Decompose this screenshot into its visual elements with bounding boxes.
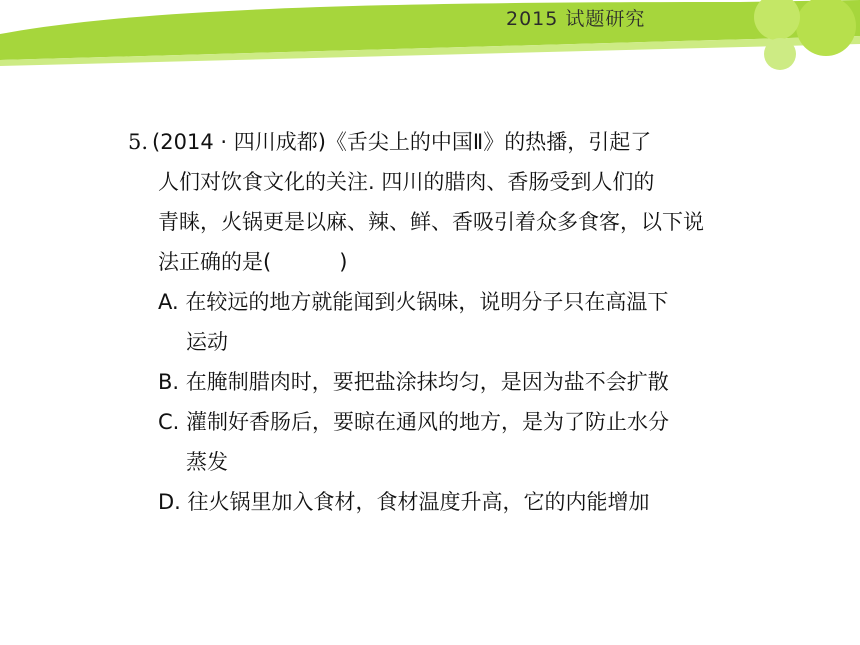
question-stem-line-1 xyxy=(128,122,740,162)
question-number: 5. xyxy=(128,130,149,154)
header-banner xyxy=(0,0,860,80)
answer-blank[interactable] xyxy=(271,242,339,282)
question-block xyxy=(128,122,740,522)
decor-circle-small xyxy=(764,38,796,70)
question-stem-line-4 xyxy=(128,242,740,282)
option-c: C. 灌制好香肠后，要晾在通风的地方，是为了防止水分 xyxy=(158,410,670,434)
option-b: B. 在腌制腊肉时，要把盐涂抹均匀，是因为盐不会扩散 xyxy=(158,370,669,394)
stem-text-4: 法正确的是( xyxy=(158,250,272,274)
question-stem-line-2: 人们对饮食文化的关注. 四川的腊肉、香肠受到人们的 xyxy=(158,170,655,194)
header-title: 2015 试题研究 xyxy=(506,8,646,30)
option-d: D. 往火锅里加入食材，食材温度升高，它的内能增加 xyxy=(158,490,650,514)
decor-circle-large xyxy=(796,0,856,56)
stem-close-paren: ) xyxy=(339,250,348,274)
question-stem-line-3: 青睐，火锅更是以麻、辣、鲜、香吸引着众多食客，以下说 xyxy=(158,210,704,234)
option-c-continued: 蒸发 xyxy=(186,450,228,474)
option-a-continued: 运动 xyxy=(186,330,228,354)
stem-text-1: (2014 · 四川成都)《舌尖上的中国Ⅱ》的热播，引起了 xyxy=(152,130,652,154)
option-a: A. 在较远的地方就能闻到火锅味，说明分子只在高温下 xyxy=(158,290,669,314)
